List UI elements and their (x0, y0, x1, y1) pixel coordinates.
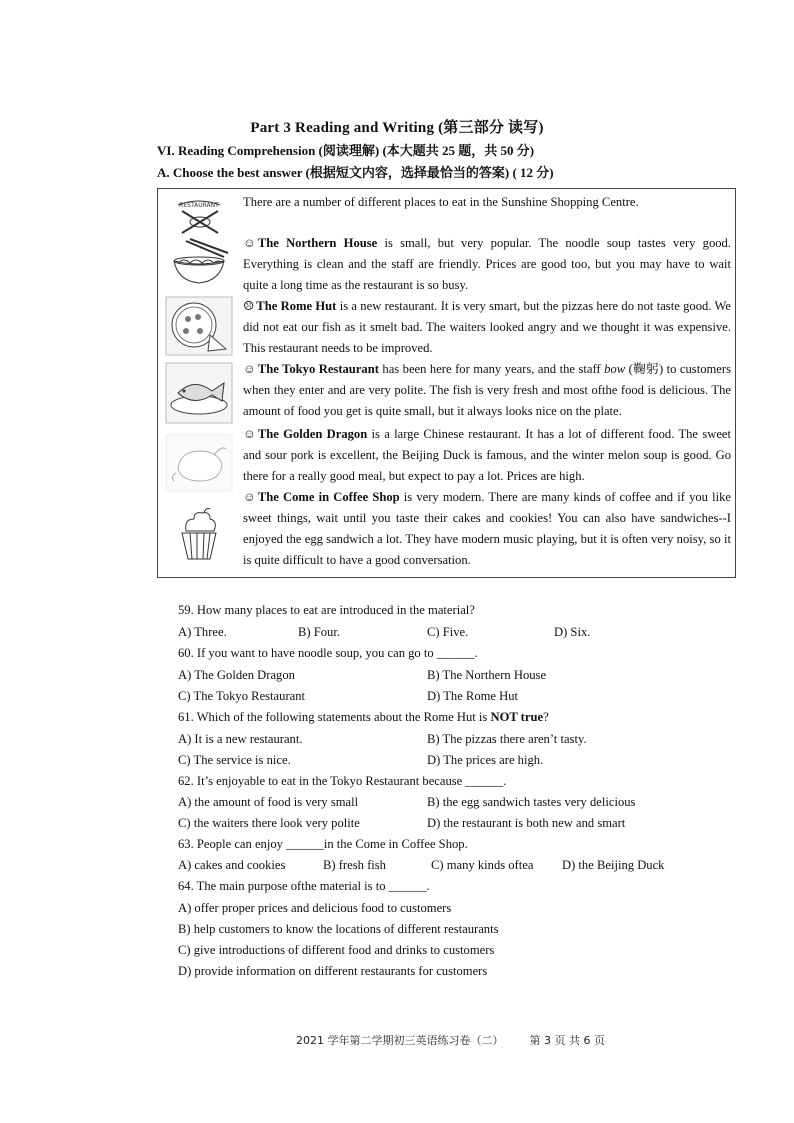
paragraph-text: is very modern. There are many kinds of coffee and if you like sweet things, wait until you taste their cakes and cookies! You can also have sandwiches--I enjoyed the egg sandwich a lot. They have modern music playing, but it is often very noisy, so it is quite difficult to have a good conversation. (243, 490, 731, 567)
question-64: 64. The main purpose ofthe material is to ______. (178, 879, 430, 893)
restaurant-sign-icon (164, 195, 234, 237)
fish-plate-icon (164, 361, 234, 425)
question-60: 60. If you want to have noodle soup, you can go to ______. (178, 646, 478, 660)
smile-face-icon: ☺ (243, 362, 256, 376)
paragraph-rome-hut (243, 296, 731, 359)
option-62-d[interactable]: D) the restaurant is both new and smart (427, 816, 626, 830)
option-62-c[interactable]: C) the waiters there look very polite (178, 816, 360, 830)
smile-face-icon: ☺ (243, 236, 256, 250)
question-62: 62. It’s enjoyable to eat in the Tokyo Restaurant because ______. (178, 774, 507, 788)
restaurant-name: The Golden Dragon (257, 427, 368, 441)
option-60-d[interactable]: D) The Rome Hut (427, 689, 519, 703)
pizza-icon (164, 295, 234, 357)
paragraph-text: has been here for many years, and the staff (378, 362, 605, 376)
paragraph-northern-house (243, 233, 731, 296)
paragraph-tokyo-restaurant (243, 359, 731, 422)
option-64-c[interactable]: C) give introductions of different food and drinks to customers (178, 943, 495, 957)
option-64-d[interactable]: D) provide information on different restaurants for customers (178, 964, 488, 978)
option-63-c[interactable]: C) many kinds oftea (431, 858, 534, 872)
passage-box (157, 188, 736, 578)
sad-face-icon: ☹ (243, 299, 255, 313)
page-footer (296, 1032, 631, 1048)
passage-intro: There are a number of different places to eat in the Sunshine Shopping Centre. (243, 195, 639, 209)
restaurant-name: The Tokyo Restaurant (257, 362, 379, 376)
subsection-heading: A. Choose the best answer (根据短文内容，选择最恰当的答案) ( 12 分) (157, 165, 554, 180)
option-59-b[interactable]: B) Four. (298, 625, 340, 639)
option-61-a[interactable]: A) It is a new restaurant. (178, 732, 303, 746)
question-emphasis: NOT true (490, 710, 544, 724)
question-text: ? (543, 710, 549, 724)
roast-duck-icon (164, 433, 234, 493)
section-heading: VI. Reading Comprehension (阅读理解) (本大题共 25 题，共 50 分) (157, 143, 535, 158)
question-text: 61. Which of the following statements about the Rome Hut is (178, 710, 491, 724)
noodle-bowl-icon (164, 237, 234, 287)
paragraph-text: (鞠躬) to customers when they enter and are very polite. The fish is very fresh and most ofthe food is delicious. The amount of food you get is quite small, but it always looks nice on the plate. (243, 362, 731, 418)
paragraph-golden-dragon (243, 424, 731, 487)
smile-face-icon: ☺ (243, 427, 256, 441)
option-61-d[interactable]: D) The prices are high. (427, 753, 544, 767)
question-61 (178, 710, 549, 725)
option-59-d[interactable]: D) Six. (554, 625, 591, 639)
restaurant-name: The Come in Coffee Shop (257, 490, 400, 504)
option-64-b[interactable]: B) help customers to know the locations of different restaurants (178, 922, 499, 936)
restaurant-name: The Northern House (257, 236, 378, 250)
part-title: Part 3 Reading and Writing (第三部分 读写) (250, 120, 544, 136)
option-63-d[interactable]: D) the Beijing Duck (562, 858, 665, 872)
option-62-a[interactable]: A) the amount of food is very small (178, 795, 359, 809)
paragraph-text: is a new restaurant. It is very smart, but the pizzas here do not taste good. We did not eat our fish as it smelt bad. The waiters looked angry and we thought it was expensive. This restaurant needs to be improved. (243, 299, 731, 355)
italic-word: bow (604, 362, 626, 376)
restaurant-name: The Rome Hut (256, 299, 337, 313)
option-59-c[interactable]: C) Five. (427, 625, 469, 639)
exam-title: 2021 学年第二学期初三英语练习卷（二） (296, 1034, 504, 1047)
option-61-c[interactable]: C) The service is nice. (178, 753, 291, 767)
option-62-b[interactable]: B) the egg sandwich tastes very delicious (427, 795, 636, 809)
option-60-b[interactable]: B) The Northern House (427, 668, 547, 682)
question-59: 59. How many places to eat are introduced in the material? (178, 603, 475, 617)
option-60-c[interactable]: C) The Tokyo Restaurant (178, 689, 306, 703)
page-number: 第 3 页 共 6 页 (529, 1034, 605, 1047)
option-61-b[interactable]: B) The pizzas there aren’t tasty. (427, 732, 587, 746)
question-63: 63. People can enjoy ______in the Come in Coffee Shop. (178, 837, 468, 851)
restaurant-sign-text: RESTAURANT (179, 202, 219, 209)
option-63-a[interactable]: A) cakes and cookies (178, 858, 286, 872)
smile-face-icon: ☺ (243, 490, 256, 504)
option-63-b[interactable]: B) fresh fish (323, 858, 386, 872)
paragraph-coffee-shop (243, 487, 731, 571)
option-59-a[interactable]: A) Three. (178, 625, 227, 639)
option-60-a[interactable]: A) The Golden Dragon (178, 668, 295, 682)
option-64-a[interactable]: A) offer proper prices and delicious food to customers (178, 901, 452, 915)
cupcake-icon (164, 507, 234, 563)
paragraph-text: is a large Chinese restaurant. It has a lot of different food. The sweet and sour pork is excellent, the Beijing Duck is famous, and the winter melon soup is good. Go there for a really good meal, but expect to pay a lot. Prices are high. (243, 427, 731, 483)
paragraph-text: is small, but very popular. The noodle soup tastes very good. Everything is clean and the staff are friendly. Prices are good too, but you may have to wait quite a long time as the restaurant is so busy. (243, 236, 731, 292)
